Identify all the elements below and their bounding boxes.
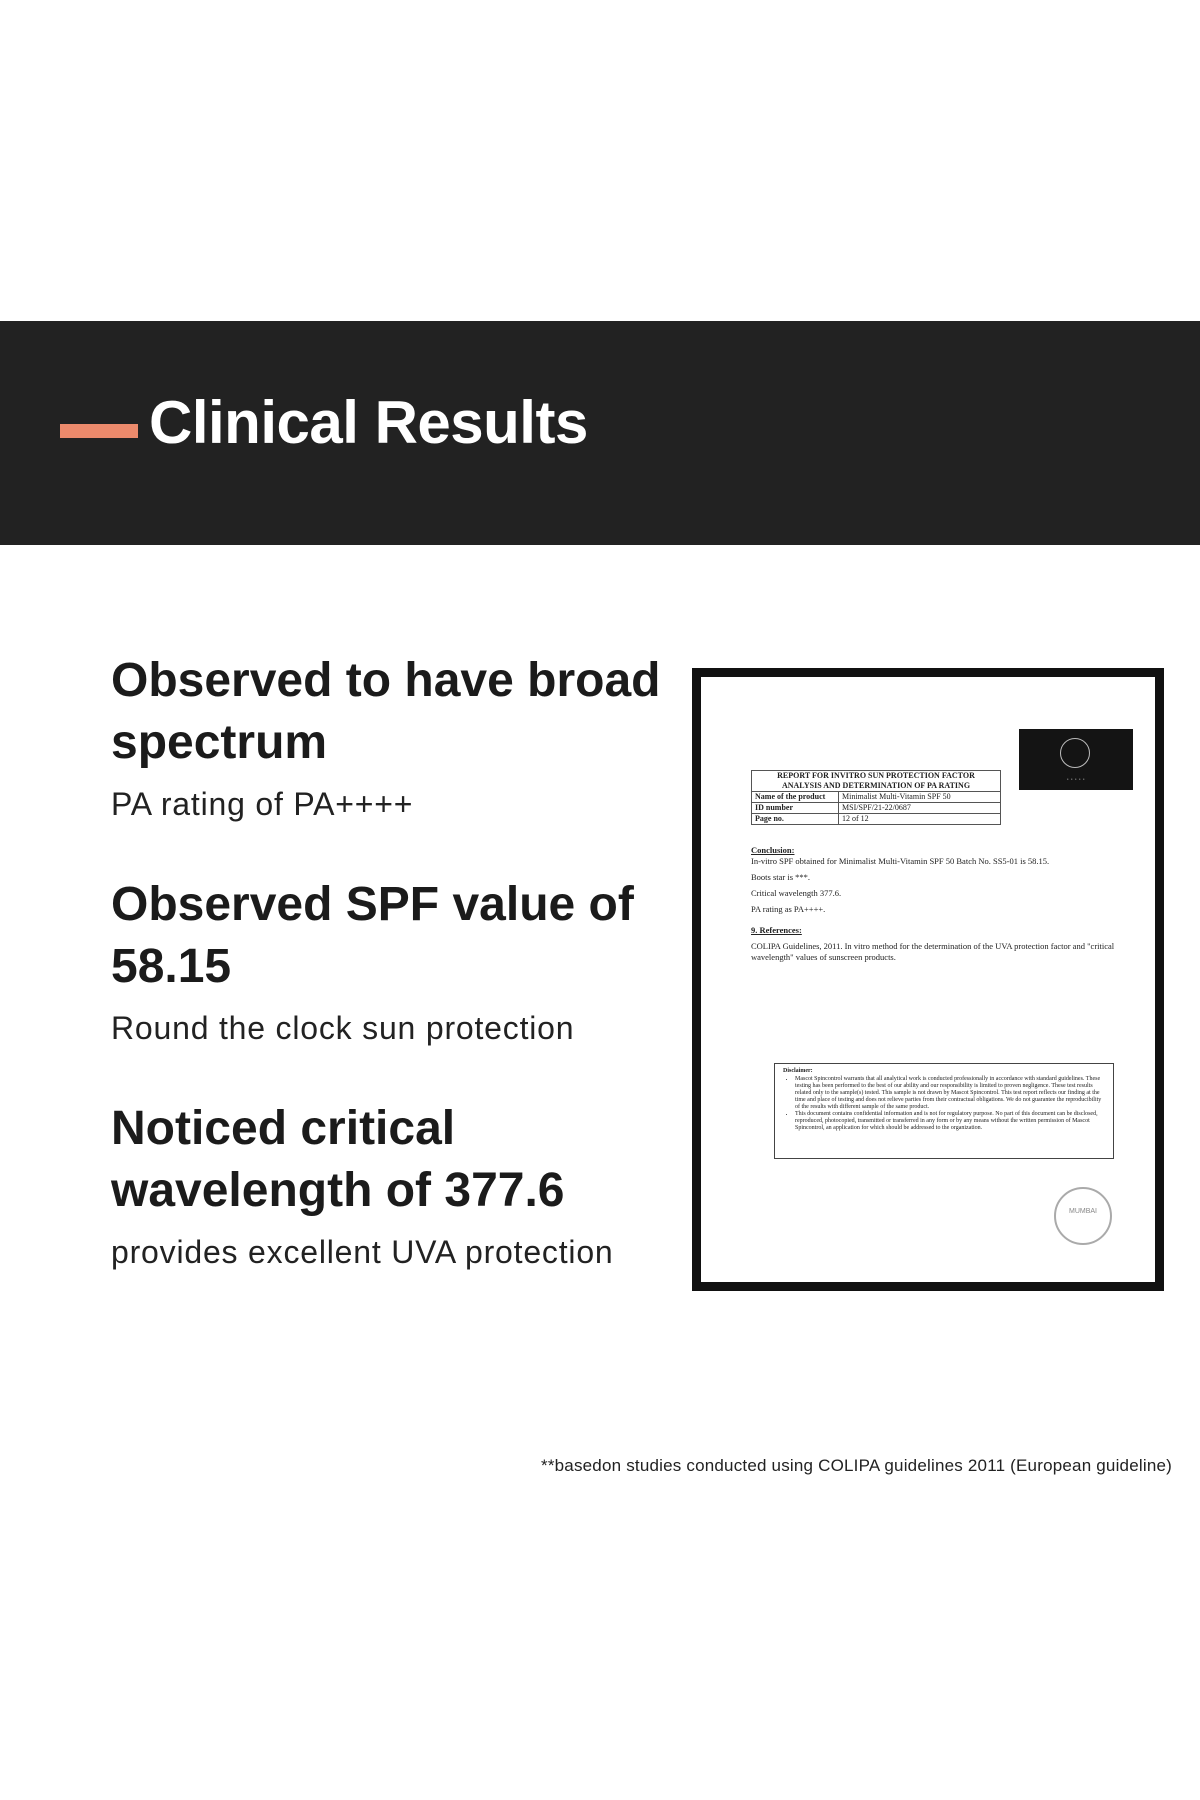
disclaimer-item: • This document contains confidential information and is not for regulatory purpose. No part of this document can be disclosed, reproduced, photocopied, transmitted or transferred in any form or by any means without the written permission of Mascot Spincontrol, an application for which should be addressed to the organization. [795,1111,1105,1132]
table-row [752,803,1001,814]
claim-heading: Observed to have broad spectrum [111,654,661,769]
row-key: ID number [752,803,839,814]
stamp-label: MUMBAI [1069,1208,1097,1215]
lab-logo [1019,729,1133,790]
claim-subtext: Round the clock sun protection [111,1010,575,1046]
claim-heading: Observed SPF value of 58.15 [111,878,634,993]
references-label: 9. References: [751,925,802,935]
logo-circle-icon [1060,738,1090,768]
claims-list [111,650,691,1322]
report-header-line1: REPORT FOR INVITRO SUN PROTECTION FACTOR [777,771,975,780]
table-row [752,814,1001,825]
pa-rating-text: PA rating as PA++++. [751,904,826,914]
table-row [752,792,1001,803]
row-key: Name of the product [752,792,839,803]
boots-star-text: Boots star is ***. [751,872,811,882]
claim-heading: Noticed critical wavelength of 377.6 [111,1102,565,1217]
row-key: Page no. [752,814,839,825]
footnote: **basedon studies conducted using COLIPA guidelines 2011 (European guideline) [541,1456,1172,1475]
report-header-line2: ANALYSIS AND DETERMINATION OF PA RATING [781,781,971,790]
report-document [701,677,1155,1282]
disclaimer-label: Disclaimer: [783,1068,813,1074]
claim-subtext: provides excellent UVA protection [111,1234,614,1270]
logo-caption: • • • • • [1066,778,1086,783]
disclaimer-box [774,1063,1114,1159]
claim-spf-value [111,874,691,1048]
accent-bar [60,424,138,438]
references-text: COLIPA Guidelines, 2011. In vitro method for the determination of the UVA protection factor and "critical wavelength" values of sunscreen products. [751,941,1115,962]
claim-subtext: PA rating of PA++++ [111,786,414,822]
header-banner [0,321,1200,545]
conclusion-label: Conclusion: [751,845,795,855]
disclaimer-item: • Mascot Spincontrol warrants that all analytical work is conducted professionally in accordance with standard guidelines. These testing has been performed to the best of our ability and our responsibility is limited to proven negligence. These test results related only to the sample(s) tested. This sample is not drawn by Mascot Spincontrol. This test report reflects our finding at the time and place of testing and does not relieve parties from their contractual obligations. We do not guarantee the reproducibility of the results with different sample of the same product. [795,1076,1105,1111]
row-value: MSI/SPF/21-22/0687 [839,803,1001,814]
report-header [752,771,1001,792]
page-title: Clinical Results [149,389,588,456]
row-value: 12 of 12 [839,814,1001,825]
claim-broad-spectrum [111,650,691,824]
report-info-table [751,770,1001,825]
claim-critical-wavelength [111,1098,691,1272]
report-frame [692,668,1164,1291]
report-body [751,845,1123,968]
critical-wavelength-text: Critical wavelength 377.6. [751,888,842,898]
row-value: Minimalist Multi-Vitamin SPF 50 [839,792,1001,803]
stamp-icon [1054,1187,1112,1245]
conclusion-text: In-vitro SPF obtained for Minimalist Multi-Vitamin SPF 50 Batch No. SS5-01 is 58.15. [751,856,1050,866]
